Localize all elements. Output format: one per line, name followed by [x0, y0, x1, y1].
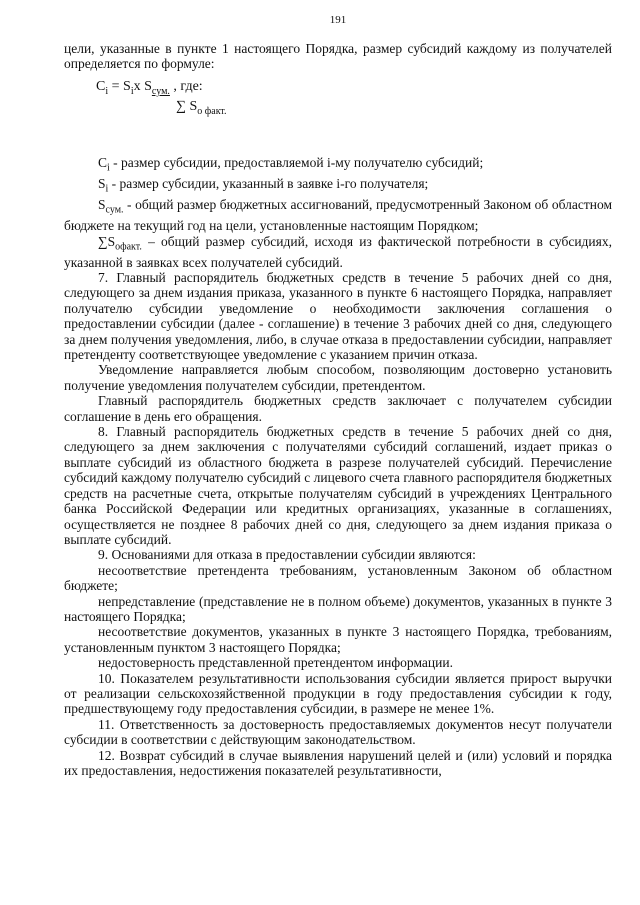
definition-sum-fact: [64, 234, 612, 271]
def-sub: i: [107, 162, 110, 174]
def-symbol: C: [98, 154, 108, 170]
formula-denominator-sub: о факт.: [197, 105, 227, 117]
def-text: - размер субсидии, предоставляемой i-му получателю субсидий;: [109, 154, 484, 170]
page-number: 191: [329, 14, 347, 26]
formula-suffix: , где:: [169, 78, 203, 94]
def-sub: офакт.: [115, 241, 142, 253]
paragraph-7: 7. Главный распорядитель бюджетных средств в течение 5 рабочих дней со дня, следующего за днем издания приказа, указанного в пункте 6 настоящего Порядка, направляет получателю субсидии уведомление о необходимости заключения соглашения о предоставлении субсидии (далее - соглашение) в течение 3 рабочих дней со дня, следующего за днем получения уведомления, либо, в случае отказа в предоставлении субсидии, направляет претенденту соответствующее уведомление с указанием причин отказа.: [64, 270, 612, 363]
paragraph-8: 8. Главный распорядитель бюджетных средств в течение 5 рабочих дней со дня, следующего за днем заключения с получателями субсидий соглашений, издает приказ о выплате субсидий из областного бюджета в разрезе получателей субсидий. Перечисление субсидий каждому получателю субсидий с лицевого счета главного распорядителя бюджетных средств на расчетные счета, открытые получателям субсидий в учреждениях Центрального банка Российской Федерации или кредитных организациях, указанные в соглашениях, осуществляется не позднее 8 рабочих дней со дня, следующего за днем издания приказа о выплате субсидий.: [64, 424, 612, 547]
paragraph-11: 11. Ответственность за достоверность предоставляемых документов несут получатели субсидии в соответствии с действующим законодательством.: [64, 716, 612, 748]
refusal-reason-4: недостоверность представленной претендентом информации.: [98, 655, 453, 671]
formula-line-2: [176, 99, 227, 119]
paragraph-12: 12. Возврат субсидий в случае выявления нарушений целей и (или) условий и порядка их предоставления, недостижения показателей результативности,: [64, 747, 612, 778]
def-text: - размер субсидии, указанный в заявке i-го получателя;: [108, 175, 429, 191]
definition-ci: [64, 155, 612, 176]
def-symbol: ∑S: [98, 233, 116, 249]
intro-paragraph: цели, указанные в пункте 1 настоящего Порядка, размер субсидий каждому из получателей определяется по формуле:: [64, 41, 612, 72]
def-symbol: S: [98, 197, 106, 212]
paragraph-9: 9. Основаниями для отказа в предоставлении субсидии являются:: [98, 547, 476, 563]
formula-sum-sub: сум.: [151, 85, 170, 97]
formula-block: [64, 79, 612, 125]
def-sub: i: [105, 183, 109, 195]
definition-si: [64, 176, 612, 197]
formula-line-1: [96, 79, 203, 99]
formula-si-sub: i: [130, 85, 134, 97]
def-text: – общий размер субсидий, исходя из фактической потребности в субсидиях, указанной в заявках всех получателей субсидий.: [64, 233, 612, 270]
definition-ssum: [64, 197, 612, 234]
formula-x: x S: [133, 78, 152, 94]
refusal-reason-1: несоответствие претендента требованиям, установленным Законом об областном бюджете;: [64, 562, 612, 594]
def-text: - общий размер бюджетных ассигнований, предусмотренный Законом об областном бюджете на текущий год на цели, установленные настоящим Порядком;: [64, 197, 612, 234]
formula-sigma: ∑ S: [176, 98, 198, 114]
paragraph-agreement: Главный распорядитель бюджетных средств заключает с получателем субсидии соглашение в день его обращения.: [64, 393, 612, 424]
paragraph-notification: Уведомление направляется любым способом, позволяющим достоверно установить получение уведомления получателем субсидии, претендентом.: [64, 362, 612, 393]
paragraph-10: 10. Показателем результативности использования субсидии является прирост выручки от реализации сельскохозяйственной продукции в году предоставления субсидии к году, предшествующему году предоставления субсидии, в размере не менее 1%.: [64, 670, 612, 717]
refusal-reason-3: несоответствие документов, указанных в пункте 3 настоящего Порядка, требованиям, установленным пунктом 3 настоящего Порядка;: [64, 624, 612, 655]
formula-lhs-sub: i: [105, 85, 109, 97]
formula-lhs: C: [96, 78, 106, 94]
formula-eq: = S: [108, 78, 131, 94]
refusal-reason-2: непредставление (представление не в полном объеме) документов, указанных в пункте 3 настоящего Порядка;: [64, 593, 612, 624]
def-sub: сум.: [105, 204, 124, 216]
def-symbol: S: [98, 175, 106, 191]
